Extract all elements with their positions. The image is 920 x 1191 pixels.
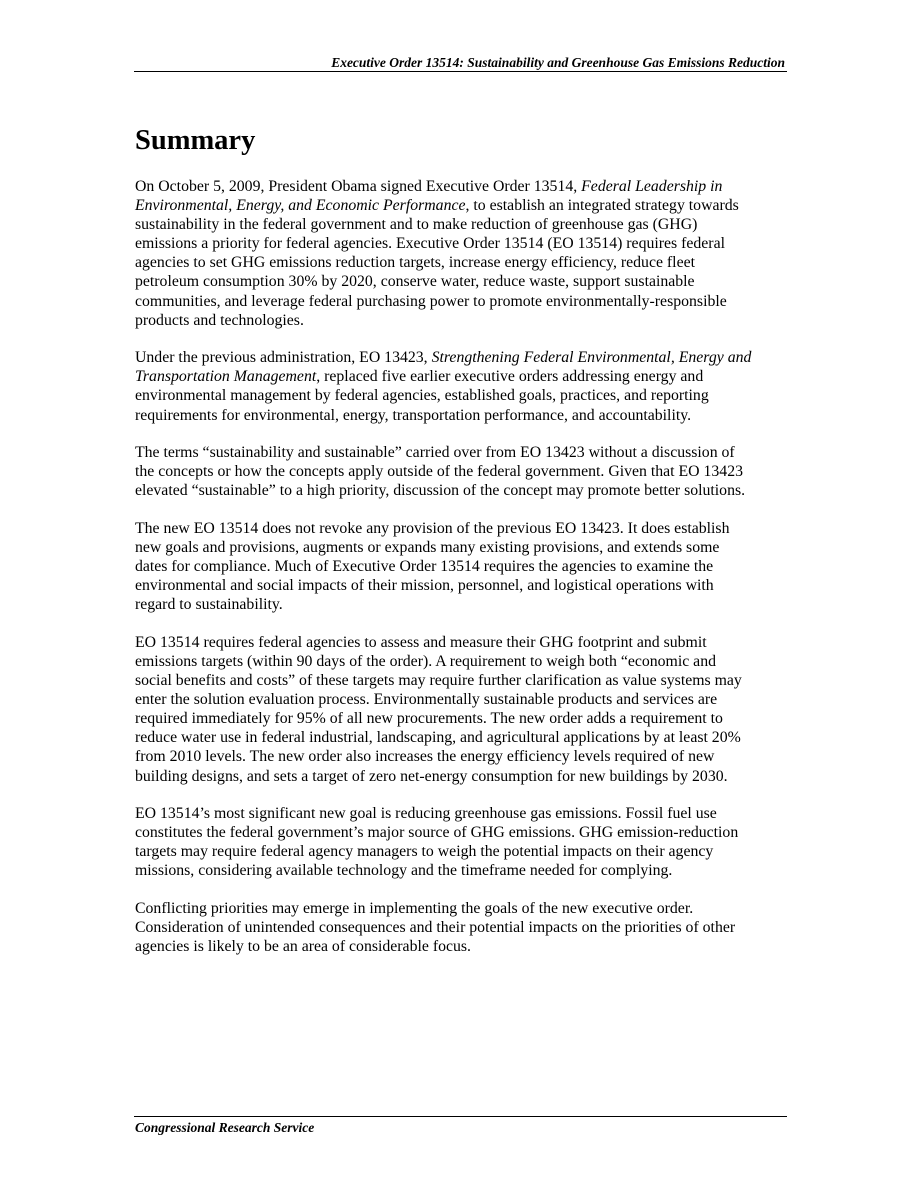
text-line: dates for compliance. Much of Executive Order 13514 requires the agencies to examine the bbox=[135, 558, 714, 576]
text-line: emissions targets (within 90 days of the order). A requirement to weigh both “economic and bbox=[135, 652, 716, 670]
section-title: Summary bbox=[135, 125, 256, 156]
paragraph bbox=[135, 519, 787, 614]
report-title-italic: Federal Leadership in bbox=[581, 178, 723, 195]
running-header: Executive Order 13514: Sustainability and Greenhouse Gas Emissions Reduction bbox=[331, 55, 785, 70]
text-line: agencies to set GHG emissions reduction targets, increase energy efficiency, reduce fleet bbox=[135, 254, 695, 272]
text-run: , replaced five earlier executive orders addressing energy and bbox=[316, 368, 704, 386]
text-line: new goals and provisions, augments or expands many existing provisions, and extends some bbox=[135, 539, 720, 556]
report-title-italic: Environmental, Energy, and Economic Performance bbox=[135, 197, 466, 215]
paragraph bbox=[135, 804, 787, 880]
text-line: regard to sustainability. bbox=[135, 596, 283, 614]
text-line: building designs, and sets a target of zero net-energy consumption for new buildings by 2030. bbox=[135, 767, 728, 785]
text-line: agencies is likely to be an area of considerable focus. bbox=[135, 938, 471, 956]
text-line: from 2010 levels. The new order also increases the energy efficiency levels required of new bbox=[135, 748, 715, 766]
text-line: emissions a priority for federal agencies. Executive Order 13514 (EO 13514) requires federal bbox=[135, 235, 725, 253]
text-line: sustainability in the federal government and to make reduction of greenhouse gas (GHG) bbox=[135, 216, 698, 234]
text-line: required immediately for 95% of all new procurements. The new order adds a requirement to bbox=[135, 710, 723, 728]
report-title-italic: Transportation Management bbox=[135, 368, 317, 386]
text-line: environmental and social impacts of their mission, personnel, and logistical operations with bbox=[135, 577, 714, 595]
paragraph bbox=[135, 177, 787, 330]
text-line bbox=[135, 196, 787, 215]
paragraph bbox=[135, 443, 787, 500]
text-line: reduce water use in federal industrial, landscaping, and agricultural applications by at least 20% bbox=[135, 729, 741, 747]
text-line: targets may require federal agency managers to weigh the potential impacts on their agency bbox=[135, 843, 714, 861]
text-line: the concepts or how the concepts apply outside of the federal government. Given that EO 13423 bbox=[135, 463, 744, 481]
text-line: EO 13514’s most significant new goal is reducing greenhouse gas emissions. Fossil fuel use bbox=[135, 805, 717, 823]
text-run: , to establish an integrated strategy towards bbox=[465, 197, 739, 215]
text-line: requirements for environmental, energy, transportation performance, and accountability. bbox=[135, 406, 692, 424]
text-run: On October 5, 2009, President Obama signed Executive Order 13514, bbox=[135, 178, 582, 195]
text-run: Under the previous administration, EO 13423, bbox=[135, 349, 432, 367]
text-line bbox=[135, 177, 787, 196]
text-line bbox=[135, 348, 787, 367]
text-line: products and technologies. bbox=[135, 311, 304, 329]
text-line: petroleum consumption 30% by 2020, conserve water, reduce waste, support sustainable bbox=[135, 273, 695, 291]
text-line: Conflicting priorities may emerge in implementing the goals of the new executive order. bbox=[135, 900, 694, 917]
footer-divider bbox=[134, 1116, 787, 1117]
paragraph bbox=[135, 899, 787, 956]
report-title-italic: Strengthening Federal Environmental, Energy and bbox=[431, 349, 752, 367]
text-line: communities, and leverage federal purchasing power to promote environmentally-responsible bbox=[135, 292, 727, 310]
text-line: The terms “sustainability and sustainable” carried over from EO 13423 without a discussion of bbox=[135, 444, 735, 462]
text-line bbox=[135, 367, 787, 386]
text-line: constitutes the federal government’s major source of GHG emissions. GHG emission-reduction bbox=[135, 824, 739, 842]
text-line: elevated “sustainable” to a high priority, discussion of the concept may promote better solutions. bbox=[135, 482, 746, 500]
text-line: environmental management by federal agencies, established goals, practices, and reporting bbox=[135, 387, 709, 405]
text-line: social benefits and costs” of these targets may require further clarification as value systems may bbox=[135, 672, 742, 690]
text-line: Consideration of unintended consequences and their potential impacts on the priorities of other bbox=[135, 919, 736, 937]
text-line: missions, considering available technology and the timeframe needed for complying. bbox=[135, 862, 673, 880]
paragraph bbox=[135, 348, 787, 424]
text-line: The new EO 13514 does not revoke any provision of the previous EO 13423. It does establish bbox=[135, 519, 730, 537]
summary-body bbox=[135, 177, 787, 975]
header-divider bbox=[134, 71, 787, 72]
text-line: enter the solution evaluation process. Environmentally sustainable products and services are bbox=[135, 691, 718, 709]
paragraph bbox=[135, 633, 787, 786]
text-line: EO 13514 requires federal agencies to assess and measure their GHG footprint and submit bbox=[135, 633, 707, 651]
running-footer: Congressional Research Service bbox=[135, 1120, 315, 1135]
